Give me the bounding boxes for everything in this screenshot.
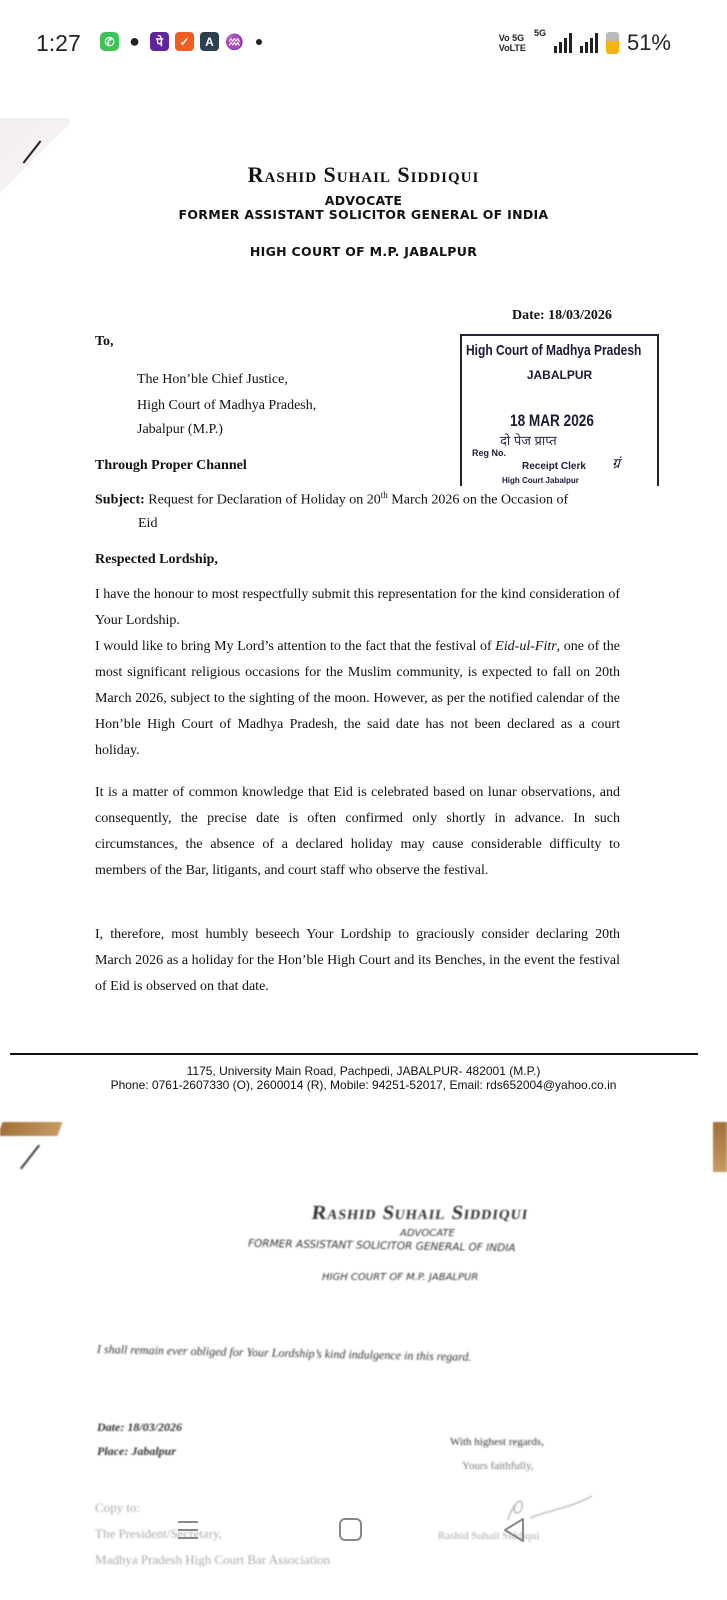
subject-line-2: Eid [138,516,158,531]
chat-bubble-icon: ● [129,31,140,51]
system-indicators [499,30,671,56]
receipt-stamp [460,334,659,486]
whatsapp-icon: ✆ [100,32,119,51]
home-icon [338,1517,364,1543]
footer-contact: Phone: 0761-2607330 (O), 2600014 (R), Mobile: 94251-52017, Email: rds652004@yahoo.co.in [110,1078,617,1092]
copy-to-label: Copy to: [95,1500,141,1515]
through-channel: Through Proper Channel [95,458,247,473]
addressee-line-2: High Court of Madhya Pradesh, [137,398,317,413]
status-bar [0,0,727,90]
copy-to-line-1: The President/Secretary, [95,1526,222,1541]
page2-letterhead-designation: FORMER ASSISTANT SOLICITOR GENERAL OF INDIA [247,1237,516,1255]
page2-letterhead-title: ADVOCATE [400,1228,455,1239]
addressee-line-1: The Hon’ble Chief Justice, [137,372,288,387]
swiggy-icon: ♒ [225,33,244,51]
signal-strength-icon-2 [580,33,598,53]
page2-letterhead-name: Rashid Suhail Siddiqui [310,1202,531,1224]
back-icon [501,1517,527,1543]
back-button[interactable] [496,1512,532,1548]
letterhead-title: ADVOCATE [324,193,403,208]
battery-icon [606,32,619,54]
paragraph-3: It is a matter of common knowledge that Eid is celebrated based on lunar observations, and consequently, the precise date is often confirmed only shortly in advance. In such circumstances, the absence of a declared holiday may cause considerable difficulty to members of the Bar, litigants, and court staff who observe the festival. [95,785,620,878]
network-type: 5G [533,28,546,38]
paragraph-1: I have the honour to most respectfully submit this representation for the kind consideration of Your Lordship. [95,587,620,628]
footer-address: 1175, University Main Road, Pachpedi, JABALPUR- 482001 (M.P.) [186,1064,541,1078]
signal-strength-icon-1 [554,33,572,53]
regards: With highest regards, [450,1436,544,1448]
page2-place: Place: Jabalpur [97,1444,176,1458]
home-button[interactable] [333,1512,369,1548]
checkmark-app-icon: ✓ [175,32,194,51]
yours-faithfully: Yours faithfully, [462,1460,534,1472]
stamp-reg-no: Reg No. [472,448,507,458]
signer-name: Rashid Suhail Siddiqui [438,1530,540,1542]
paragraph-4: I, therefore, most humbly beseech Your Lordship to graciously consider declaring 20th March 2026 as a holiday for the Hon’ble High Court and its Benches, in the event the festival of Eid is observed on that date. [95,927,620,994]
recent-apps-icon [176,1517,200,1543]
notification-icons [100,32,262,51]
tick-mark [20,1145,40,1170]
page2-letterhead-court: HIGH COURT OF M.P. JABALPUR [322,1272,479,1283]
copy-to-line-2: Madhya Pradesh High Court Bar Association [95,1552,331,1567]
stamp-city: JABALPUR [526,368,593,382]
footer-divider [10,1053,698,1055]
letterhead-name: Rashid Suhail Siddiqui [247,162,480,187]
stamp-date: 18 MAR 2026 [510,411,594,430]
page2-date: Date: 18/03/2026 [97,1420,182,1434]
addressee-line-3: Jabalpur (M.P.) [137,422,223,437]
navigation-bar [0,1500,727,1560]
paragraph-2: I would like to bring My Lord’s attention to the fact that the festival of Eid-ul-Fitr, one of the most significant religious occasions for the Muslim community, is expected to fall on 20th March 2026, subject to the sighting of the moon. However, as per the notified calendar of the Hon’ble High Court of Madhya Pradesh, the said date has not been declared as a court holiday. [95,639,620,758]
salutation: Respected Lordship, [95,552,218,567]
phonepe-icon: पे [150,32,169,51]
stamp-court: High Court of Madhya Pradesh [466,342,642,359]
letterhead-designation: FORMER ASSISTANT SOLICITOR GENERAL OF INDIA [178,207,549,222]
clock: 1:27 [36,30,81,56]
stamp-clerk: Receipt Clerk [522,461,586,472]
to-label: To, [95,334,114,349]
letter-date: Date: 18/03/2026 [512,308,612,323]
letterhead-court: HIGH COURT OF M.P. JABALPUR [249,244,478,259]
arc-app-icon: A [200,32,219,51]
letter-page-1 [0,118,727,1108]
more-notifications-dot [256,39,262,45]
recent-apps-button[interactable] [170,1512,206,1548]
closing-line: I shall remain ever obliged for Your Lordship’s kind indulgence in this regard. [96,1342,472,1364]
stamp-initial: ग्रं [612,455,620,471]
volte-indicator: Vo 5G VoLTE [498,33,526,53]
table-edge-left [0,1122,63,1136]
table-edge-right [713,1122,727,1172]
battery-percent: 51% [626,30,671,55]
subject-line: Subject: Request for Declaration of Holiday on 20th March 2026 on the Occasion of [95,490,569,508]
stamp-handwritten: दो पेज प्राप्त [500,433,557,448]
stamp-court-footer: High Court Jabalpur [502,476,579,485]
